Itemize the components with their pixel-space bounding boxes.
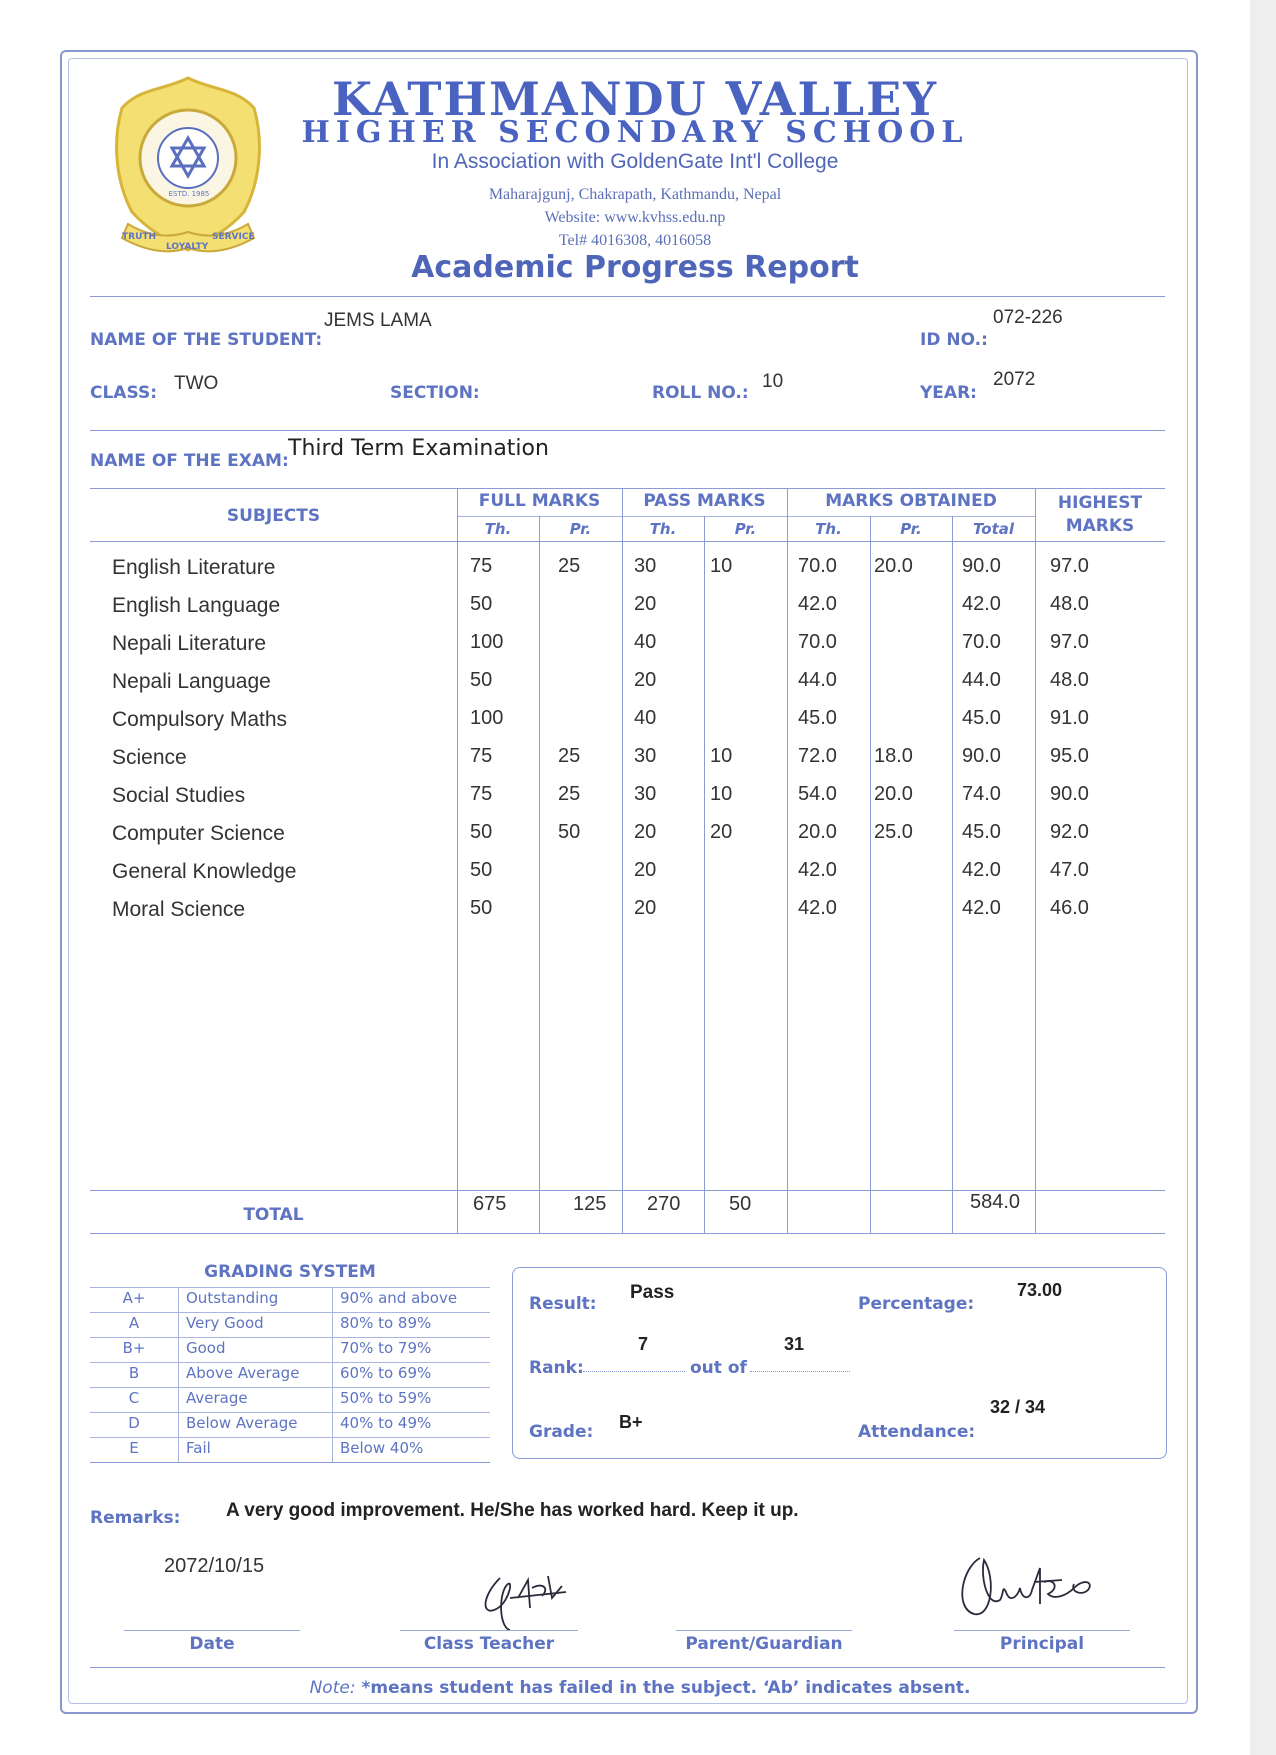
school-crest-logo <box>108 72 268 262</box>
guardian-label: Parent/Guardian <box>685 1634 843 1654</box>
guardian-line <box>676 1630 852 1631</box>
subject-name: Moral Science <box>112 898 246 921</box>
cell-total: 90.0 <box>962 555 1001 577</box>
class-teacher-label: Class Teacher <box>423 1634 555 1654</box>
association-line: In Association with GoldenGate Int'l College <box>431 150 839 173</box>
cell-pass-pr: 10 <box>710 745 733 767</box>
col-highest-header-line2: MARKS <box>1065 516 1135 536</box>
cell-highest: 48.0 <box>1050 669 1089 691</box>
cell-full-th: 100 <box>470 631 504 653</box>
school-address: Maharajgunj, Chakrapath, Kathmandu, Nepal <box>488 186 782 203</box>
grading-desc: Fail <box>186 1439 211 1457</box>
col-subjects-header: SUBJECTS <box>226 506 321 526</box>
grading-row-rule <box>90 1337 490 1338</box>
col-full-marks-header: FULL MARKS <box>478 491 601 511</box>
grading-grade: E <box>129 1439 139 1457</box>
cell-pass-th: 20 <box>634 859 657 881</box>
cell-total: 90.0 <box>962 745 1001 767</box>
subject-name: English Language <box>112 594 281 617</box>
cell-pass-th: 30 <box>634 555 657 577</box>
grading-col-rule <box>178 1287 179 1462</box>
note-text: *means student has failed in the subject. ‘Ab’ indicates absent. <box>361 1678 971 1698</box>
full-th-header: Th. <box>484 520 512 538</box>
col-rule <box>704 516 705 1233</box>
col-rule <box>787 488 788 1233</box>
date-line <box>124 1630 300 1631</box>
cell-pass-th: 20 <box>634 593 657 615</box>
footer-divider <box>90 1667 1165 1668</box>
attendance-label: Attendance: <box>858 1422 976 1442</box>
grading-range: Below 40% <box>340 1439 424 1457</box>
grading-desc: Outstanding <box>186 1289 279 1307</box>
cell-full-pr: 25 <box>558 745 581 767</box>
cell-full-th: 50 <box>470 669 493 691</box>
cell-pass-th: 20 <box>634 821 657 843</box>
date-value: 2072/10/15 <box>164 1555 265 1577</box>
rank-dots <box>583 1371 685 1372</box>
cell-obt-th: 45.0 <box>798 707 837 729</box>
class-value: TWO <box>174 373 219 394</box>
date-label: Date <box>189 1634 235 1654</box>
report-title: Academic Progress Report <box>411 250 859 285</box>
cell-pass-th: 30 <box>634 745 657 767</box>
exam-label: NAME OF THE EXAM: <box>90 451 289 471</box>
cell-total: 42.0 <box>962 593 1001 615</box>
col-rule <box>622 488 623 1233</box>
obt-total-header: Total <box>972 520 1015 538</box>
pass-th-header: Th. <box>649 520 677 538</box>
subject-name: Nepali Language <box>112 670 271 693</box>
grading-grade: A+ <box>122 1289 146 1307</box>
roll-label: ROLL NO.: <box>652 383 749 403</box>
cell-total: 45.0 <box>962 707 1001 729</box>
cell-full-th: 50 <box>470 897 493 919</box>
cell-full-th: 50 <box>470 859 493 881</box>
grading-row-rule <box>90 1437 490 1438</box>
col-rule <box>870 516 871 1233</box>
grading-grade: B <box>128 1364 140 1382</box>
principal-line <box>954 1630 1130 1631</box>
logo-estd: ESTD. 1985 <box>168 190 210 198</box>
cell-pass-th: 20 <box>634 897 657 919</box>
table-top-rule <box>90 488 1165 489</box>
roll-value: 10 <box>762 371 784 392</box>
subject-name: Science <box>112 746 187 769</box>
grading-range: 90% and above <box>340 1289 458 1307</box>
cell-total: 45.0 <box>962 821 1001 843</box>
cell-full-pr: 50 <box>558 821 581 843</box>
grading-grade: D <box>128 1414 140 1432</box>
cell-obt-th: 70.0 <box>798 555 837 577</box>
cell-full-th: 75 <box>470 745 493 767</box>
class-label: CLASS: <box>90 383 157 403</box>
cell-highest: 97.0 <box>1050 631 1089 653</box>
cell-full-th: 75 <box>470 555 493 577</box>
total-full-pr: 125 <box>573 1193 607 1215</box>
cell-obt-th: 72.0 <box>798 745 837 767</box>
cell-obt-pr: 20.0 <box>874 783 913 805</box>
cell-highest: 97.0 <box>1050 555 1089 577</box>
cell-pass-th: 40 <box>634 631 657 653</box>
subject-name: English Literature <box>112 556 276 579</box>
attendance-value: 32 / 34 <box>990 1397 1046 1417</box>
total-bottom-rule <box>90 1233 1165 1234</box>
school-phone: Tel# 4016308, 4016058 <box>558 232 712 249</box>
cell-pass-pr: 10 <box>710 783 733 805</box>
full-pr-header: Pr. <box>569 520 592 538</box>
out-of-label: out of <box>690 1358 747 1378</box>
logo-ribbon-service: SERVICE <box>212 232 255 242</box>
grading-col-rule <box>332 1287 333 1462</box>
logo-ribbon-truth: TRUTH <box>122 232 157 242</box>
col-rule <box>457 488 458 1233</box>
header-bottom-rule <box>90 541 1165 542</box>
result-label: Result: <box>529 1294 597 1314</box>
col-rule <box>539 516 540 1233</box>
cell-obt-pr: 18.0 <box>874 745 913 767</box>
header-divider <box>90 296 1165 297</box>
cell-pass-th: 20 <box>634 669 657 691</box>
cell-obt-th: 44.0 <box>798 669 837 691</box>
cell-full-th: 75 <box>470 783 493 805</box>
class-teacher-signature <box>470 1568 580 1643</box>
rank-value: 7 <box>638 1334 649 1354</box>
total-pass-th: 270 <box>647 1193 681 1215</box>
total-full-th: 675 <box>473 1193 507 1215</box>
subject-name: Nepali Literature <box>112 632 267 655</box>
cell-full-pr: 25 <box>558 555 581 577</box>
cell-obt-th: 20.0 <box>798 821 837 843</box>
grading-desc: Good <box>186 1339 226 1357</box>
school-name-line2: HIGHER SECONDARY SCHOOL <box>301 115 969 150</box>
cell-full-th: 100 <box>470 707 504 729</box>
out-of-value: 31 <box>784 1334 805 1354</box>
info-divider <box>90 430 1165 431</box>
cell-highest: 92.0 <box>1050 821 1089 843</box>
rank-label: Rank: <box>529 1358 584 1378</box>
section-label: SECTION: <box>390 383 480 403</box>
school-website: Website: www.kvhss.edu.np <box>544 209 726 226</box>
cell-pass-th: 30 <box>634 783 657 805</box>
cell-highest: 46.0 <box>1050 897 1089 919</box>
grading-title: GRADING SYSTEM <box>204 1262 376 1282</box>
school-name-line1: KATHMANDU VALLEY <box>331 72 939 126</box>
col-pass-marks-header: PASS MARKS <box>643 491 766 511</box>
year-value: 2072 <box>993 369 1036 390</box>
exam-value: Third Term Examination <box>288 436 549 461</box>
percentage-value: 73.00 <box>1017 1280 1063 1300</box>
note-prefix: Note: <box>309 1678 356 1698</box>
grading-desc: Average <box>186 1389 248 1407</box>
cell-highest: 48.0 <box>1050 593 1089 615</box>
grading-grade: A <box>128 1314 140 1332</box>
percentage-label: Percentage: <box>858 1294 975 1314</box>
cell-full-pr: 25 <box>558 783 581 805</box>
grade-value: B+ <box>619 1412 643 1432</box>
cell-full-th: 50 <box>470 821 493 843</box>
cell-obt-th: 42.0 <box>798 897 837 919</box>
grading-range: 40% to 49% <box>340 1414 432 1432</box>
cell-highest: 47.0 <box>1050 859 1089 881</box>
grading-grade: C <box>128 1389 140 1407</box>
remarks-label: Remarks: <box>90 1508 181 1528</box>
grading-row-rule <box>90 1287 490 1288</box>
out-of-dots <box>750 1371 850 1372</box>
cell-pass-pr: 20 <box>710 821 733 843</box>
subject-name: Social Studies <box>112 784 246 807</box>
total-pass-pr: 50 <box>729 1193 752 1215</box>
cell-highest: 91.0 <box>1050 707 1089 729</box>
logo-ribbon-loyalty: LOYALTY <box>166 242 209 252</box>
grading-row-rule <box>90 1387 490 1388</box>
grading-row-rule <box>90 1312 490 1313</box>
result-box <box>512 1267 1167 1459</box>
result-value: Pass <box>630 1282 675 1303</box>
principal-label: Principal <box>999 1634 1085 1654</box>
cell-obt-th: 54.0 <box>798 783 837 805</box>
col-rule <box>952 516 953 1233</box>
year-label: YEAR: <box>920 383 977 403</box>
cell-full-th: 50 <box>470 593 493 615</box>
pass-pr-header: Pr. <box>734 520 757 538</box>
subject-name: Compulsory Maths <box>112 708 288 731</box>
grading-range: 80% to 89% <box>340 1314 432 1332</box>
remarks-text: A very good improvement. He/She has worked hard. Keep it up. <box>226 1500 799 1521</box>
grading-range: 60% to 69% <box>340 1364 432 1382</box>
cell-total: 44.0 <box>962 669 1001 691</box>
grading-grade: B+ <box>122 1339 146 1357</box>
student-name-label: NAME OF THE STUDENT: <box>90 330 323 350</box>
student-name-value: JEMS LAMA <box>324 310 432 331</box>
grading-desc: Below Average <box>186 1414 298 1432</box>
principal-signature <box>944 1548 1124 1633</box>
class-teacher-line <box>400 1630 578 1631</box>
obt-pr-header: Pr. <box>900 520 922 538</box>
cell-pass-pr: 10 <box>710 555 733 577</box>
grading-range: 50% to 59% <box>340 1389 432 1407</box>
cell-obt-th: 70.0 <box>798 631 837 653</box>
col-rule <box>1035 488 1036 1233</box>
cell-obt-th: 42.0 <box>798 593 837 615</box>
obt-th-header: Th. <box>815 520 842 538</box>
grading-row-rule <box>90 1412 490 1413</box>
grade-label: Grade: <box>529 1422 594 1442</box>
cell-highest: 90.0 <box>1050 783 1089 805</box>
grading-bottom-rule <box>90 1462 490 1463</box>
cell-obt-pr: 20.0 <box>874 555 913 577</box>
cell-total: 74.0 <box>962 783 1001 805</box>
total-label: TOTAL <box>243 1205 304 1225</box>
total-obtained: 584.0 <box>970 1191 1021 1213</box>
subject-name: General Knowledge <box>112 860 297 883</box>
col-highest-header: HIGHEST <box>1057 493 1143 513</box>
cell-pass-th: 40 <box>634 707 657 729</box>
grading-row-rule <box>90 1362 490 1363</box>
footer-note <box>290 1678 990 1698</box>
id-value: 072-226 <box>993 307 1063 328</box>
subject-name: Computer Science <box>112 822 285 845</box>
grading-desc: Very Good <box>186 1314 264 1332</box>
cell-obt-th: 42.0 <box>798 859 837 881</box>
col-marks-obtained-header: MARKS OBTAINED <box>825 491 997 511</box>
cell-total: 42.0 <box>962 859 1001 881</box>
cell-obt-pr: 25.0 <box>874 821 913 843</box>
grading-range: 70% to 79% <box>340 1339 432 1357</box>
cell-total: 70.0 <box>962 631 1001 653</box>
id-label: ID NO.: <box>920 330 988 350</box>
grading-desc: Above Average <box>186 1364 300 1382</box>
cell-total: 42.0 <box>962 897 1001 919</box>
subheader-rule <box>457 516 1035 517</box>
scan-margin <box>1250 0 1276 1755</box>
cell-highest: 95.0 <box>1050 745 1089 767</box>
